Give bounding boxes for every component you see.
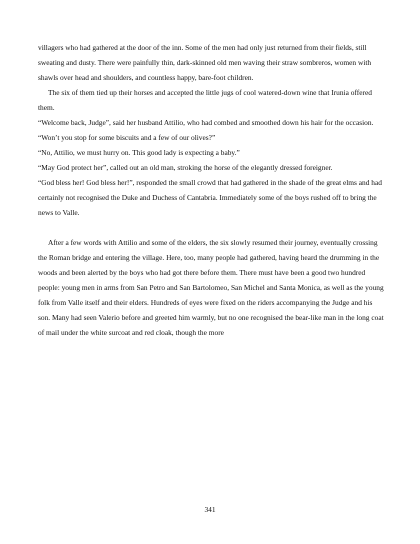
paragraph-6: “God bless her! God bless her!”, responded the small crowd that had gathered in the shade of the great elms and had certainly not recognised the Duke and Duchess of Cantabria. Immediately some of the boys rushed off to bring the news to Valle.: [38, 178, 382, 217]
paragraph-1: villagers who had gathered at the door of the inn. Some of the men had only just returned from their fields, still sweating and dusty. There were painfully thin, dark-skinned old men waving their straw sombreros, women with shawls over head and shoulders, and countless happy, bare-foot children.: [38, 43, 372, 82]
body-text: [38, 40, 384, 340]
paragraph-4: “No, Attilio, we must hurry on. This good lady is expecting a baby.”: [38, 148, 240, 157]
paragraph-2: The six of them tied up their horses and accepted the little jugs of cool watered-down wine that Irunia offered them.: [38, 88, 372, 112]
page-number: 341: [204, 505, 216, 514]
paragraph-3: “Welcome back, Judge”, said her husband Attilio, who had combed and smoothed down his hair for the occasion. “Won’t you stop for some biscuits and a few of our olives?”: [38, 118, 374, 142]
paragraph-5: “May God protect her”, called out an old man, stroking the horse of the elegantly dressed foreigner.: [38, 163, 333, 172]
paragraph-7: After a few words with Attilio and some of the elders, the six slowly resumed their journey, eventually crossing the Roman bridge and entering the village. Here, too, many people had gathered, having heard the drumming in the woods and been alerted by the boys who had got there before them. There must have been a good two hundred people: young men in arms from San Petro and San Bartolomeo, San Michel and Santa Monica, as well as the young folk from Valle itself and their elders. Hundreds of eyes were fixed on the riders accompanying the Judge and his son. Many had seen Valerio before and greeted him warmly, but no one recognised the bear-like man in the long coat of mail under the white surcoat and red cloak, though the more: [38, 238, 384, 337]
section-break: [38, 220, 384, 235]
